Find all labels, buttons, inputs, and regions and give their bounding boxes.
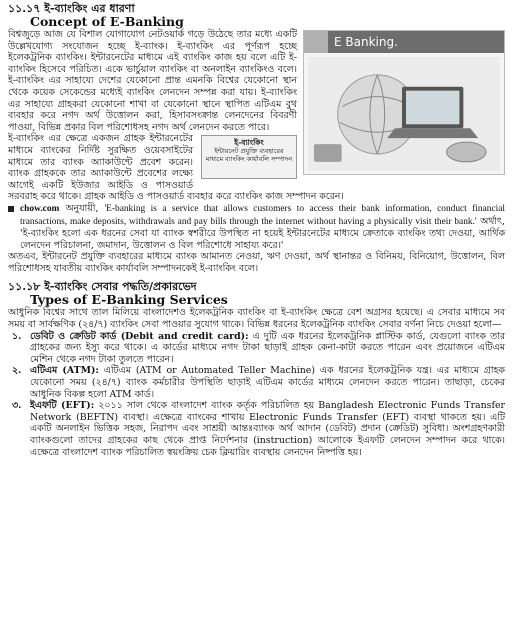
list-item-text: ২০১১ সাল থেকে বাংলাদেশ ব্যাংক কর্তৃক পরিচালিত হয় Bangladesh Electronic Funds Transfer Network (BEFTN) ব্যবস্থা। এক্ষেত্রে ব্যাংকের শাখায় Electronic Funds Transfer (EFT) ব্যবস্থা থাকতে হয়। এটি একটি অনলাইন ভিত্তিক সহজ, নিরাপদ এবং সাশ্রয়ী আন্তঃব্যাংক অর্থ আদান (ডেবিট) প্রদান (ক্রেডিট) সুবিধা। অংশগ্রহণকারী ব্যাংকগুলো তাদের গ্রাহকের কাছ থেকে প্রাপ্ত নির্দেশনার (instruction) আলোকে ইএফটি লেনদেন সম্পাদন করে থাকে। এক্ষেত্রে বাংলাদেশ ব্যাংক পরিচালিত স্বয়ংক্রিয় চেক ক্লিয়ারিং ব্যবস্থায় লেনদেন নিষ্পত্তি হয়। xyxy=(30,400,505,458)
quote-definition xyxy=(8,203,505,251)
section-heading-types: ১১.১৮ ই-ব্যাংকিং সেবার পদ্ধতি/প্রকারভেদ xyxy=(8,280,197,294)
concept-paragraph-2: ই-ব্যাংকিং এর ক্ষেত্রে একজন গ্রাহক ইন্টারনেটের মাধ্যমে ব্যাংকের নির্দিষ্ট সুরক্ষিত ওয়েবসাইটের মাধ্যমে তার ব্যাংক অ্যাকাউন্টে প্রবেশ করেন। ব্যাংক গ্রাহককে তার অ্যাকাউন্টে প্রবেশের লক্ষ্যে আগেই একটি ইউজার আইডি ও পাসওয়ার্ড সরবরাহ করে থাকে। গ্রাহক আইডি ও পাসওয়ার্ড ব্যবহার করে ব্যাংকিং কাজ সম্পাদন করেন। xyxy=(8,133,344,203)
list-item xyxy=(8,400,505,458)
quote-source: chow.com xyxy=(20,203,60,214)
textbook-page xyxy=(8,2,505,632)
list-item-number: ৩. xyxy=(12,400,22,412)
types-list xyxy=(8,331,505,459)
section-subheading-types: Types of E-Banking Services xyxy=(30,292,228,308)
sidebox-text: ইন্টারনেট প্রযুক্তি ব্যবহারের মাধ্যমে ব্যাংকিং কার্যাবলি সম্পাদন xyxy=(205,147,293,164)
list-item-title: ডেবিট ও ক্রেডিট কার্ড (Debit and credit card): xyxy=(30,330,249,342)
list-item xyxy=(8,331,505,366)
list-item-title: ইএফটি (EFT): xyxy=(30,400,95,412)
section-heading-concept: ১১.১৭ ই-ব্যাংকিং এর ধারণা xyxy=(8,2,135,15)
list-item-number: ১. xyxy=(12,330,22,342)
section-subheading-concept: Concept of E-Banking xyxy=(30,14,184,29)
list-item-title: এটিএম (ATM): xyxy=(30,365,99,377)
list-item-text: এ দুটি এক ধরনের ইলেকট্রনিক প্লাস্টিক কার্ড, যেগুলো ব্যাংক তার গ্রাহকের জন্য ইস্যু করে থাকে। এ কার্ডের মাধ্যমে নগদ টাকা ছাড়াই গ্রাহক কেনা-কাটা করতে পারেন এবং প্রয়োজনে এটিএম মেশিন থেকে নগদ টাকা তুলতে পারেন। xyxy=(30,330,506,365)
types-intro: আধুনিক বিশ্বের সাথে তাল মিলিয়ে বাংলাদেশও ইলেকট্রনিক ব্যাংকিং বা ই-ব্যাংকিং ক্ষেত্রে বেশ অগ্রসর হয়েছে। এ সেবার মাধ্যমে সব সময় বা সার্বক্ষণিক (২৪/৭) ব্যাংকিং সেবা পাওয়ার সুযোগ থাকে। বিভিন্ন ধরনের ইলেকট্রনিক ব্যাংকিং সেবার বর্ণনা নিচে দেওয়া হলো— xyxy=(8,307,505,331)
list-item xyxy=(8,365,505,400)
sidebox-title: ই-ব্যাংকিং xyxy=(234,138,264,148)
concept-paragraph-3: অতএব, ইন্টারনেট প্রযুক্তি ব্যবহারের মাধ্যমে ব্যাংক আমানত নেওয়া, ঋণ দেওয়া, অর্থ স্থানান্তর ও বিনিময়, বিনিয়োগ, উত্তোলন, বিল পরিশোধসহ যাবতীয় ব্যাংকিং কার্যাবলি সম্পাদনকেই ই-ব্যাংকিং বলে। xyxy=(8,251,505,274)
figure-banner: E Banking. xyxy=(304,31,504,53)
definition-sidebox xyxy=(201,135,297,179)
list-item-text: এটিএম (ATM or Automated Teller Machine) এক ধরনের ইলেকট্রনিক যন্ত্র। এর মাধ্যমে গ্রাহক যেকোনো সময় (২৪/৭) ব্যাংক কর্মচারীর উপস্থিতি ছাড়াই এটিএম কার্ডের মাধ্যমে লেনদেন করতে পারেন। তাছাড়া, চেকের আধুনিক বিকল্প হলো ATM কার্ড। xyxy=(30,365,505,400)
quote-english: 'E-banking is a service that allows customers to access their bank information, conduct financial transactions, make deposits, withdrawals and pay bills through the internet without having a physically visit their bank.' xyxy=(20,203,505,227)
e-banking-figure xyxy=(303,30,505,175)
quote-lead: অনুযায়ী, xyxy=(59,202,105,214)
quote-bangla: অর্থাৎ, 'ই-ব্যাংকিং হলো এক ধরনের সেবা যা ব্যাংক স্বশরীরে উপস্থিত না হয়েই ইন্টারনেটের মাধ্যমে ক্রেতাকে ব্যাংকিং তথ্য দেওয়া, আর্থিক লেনদেন পরিচালনা, জমাদান, উত্তোলন ও বিল পরিশোধে সাহায্য করে।' xyxy=(20,215,505,251)
concept-paragraph-1: বিশ্বজুড়ে আজ যে বিশাল যোগাযোগ নেটওয়ার্ক গড়ে উঠেছে তার মধ্যে একটি উল্লেখযোগ্য সংযোজন হচ্ছে ই-ব্যাংক। ই-ব্যাংকিং এর পূর্ণরূপ হচ্ছে ইলেকট্রনিক ব্যাংকিং। ইন্টারনেটের মাধ্যমে এই ব্যাংকিং কাজ হয় বলে এটি ই-ব্যাংকিং হিসেবে পরিচিত। একে ভার্চুয়াল ব্যাংকিং বা অনলাইন ব্যাংকিংও বলে। ই-ব্যাংকিং এর সাহায্যে দেশের যেকোনো প্রান্ত এমনকি বিশ্বের যেকোনো স্থান থেকে কয়েক সেকেন্ডের মধ্যেই ব্যাংকিং লেনদেন সম্পন্ন করা যায়। ই-ব্যাংকিং এর সাহায্যে গ্রাহকরা যেকোনো শাখা বা যেকোনো স্থানে স্থাপিত এটিএম বুথ ব্যবহার করে নগদ অর্থ উত্তোলন করা, হিসাবসংক্রান্ত লেনদেনের বিবরণী পাওয়া, বিভিন্ন প্রকার বিল পরিশোধসহ নগদ অর্থ লেনদেন করতে পারে। xyxy=(8,29,297,133)
list-item-number: ২. xyxy=(12,365,22,377)
laptop-globe-illustration xyxy=(308,57,500,171)
square-bullet-icon xyxy=(8,206,14,212)
